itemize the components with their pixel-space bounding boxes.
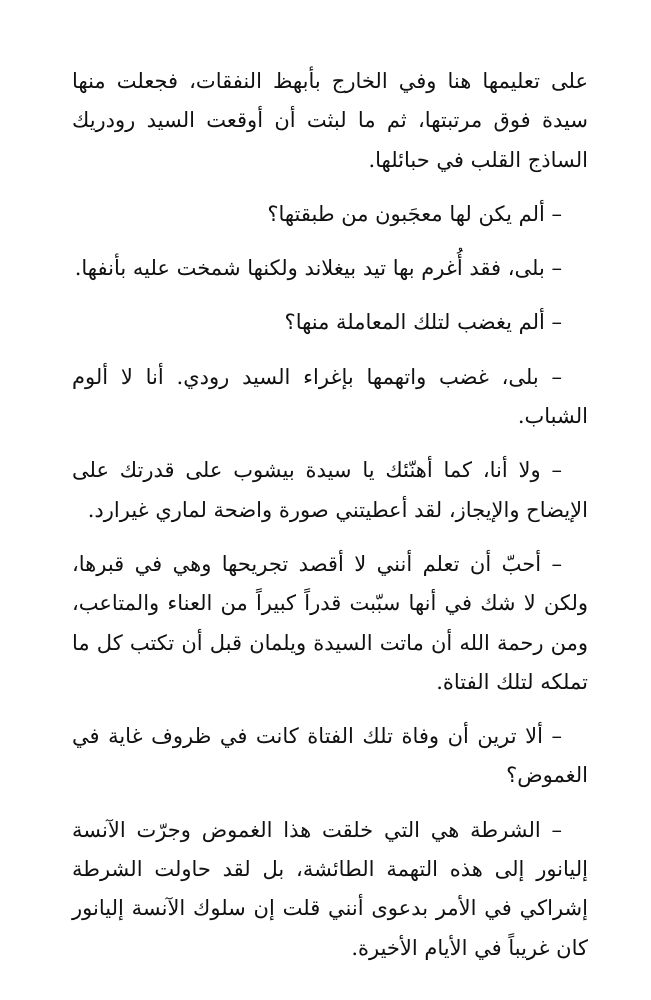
dialogue-paragraph: – ألم يغضب لتلك المعاملة منها؟ bbox=[284, 310, 562, 335]
dialogue-paragraph: – ولا أنا، كما أهنّئك يا سيدة بيشوب على قدرتك على الإيضاح والإيجاز، لقد أعطيتني صورة واضحة لماري غيرارد. bbox=[72, 458, 588, 522]
dialogue-paragraph: – بلى، فقد أُغرم بها تيد بيغلاند ولكنها شمخت عليه بأنفها. bbox=[74, 256, 562, 281]
paragraph-continuation: على تعليمها هنا وفي الخارج بأبهظ النفقات، فجعلت منها سيدة فوق مرتبتها، ثم ما لبثت أن أوقعت السيد رودريك الساذج القلب في حبائلها. bbox=[72, 69, 588, 172]
dialogue-paragraph: – ألا ترين أن وفاة تلك الفتاة كانت في ظروف غاية في الغموض؟ bbox=[72, 724, 588, 788]
book-page bbox=[72, 62, 588, 968]
dialogue-paragraph: – الشرطة هي التي خلقت هذا الغموض وجرّت الآنسة إليانور إلى هذه التهمة الطائشة، بل لقد حاولت الشرطة إشراكي في الأمر بدعوى أنني قلت إن سلوك الآنسة إليانور كان غريباً في الأيام الأخيرة. bbox=[72, 817, 588, 960]
dialogue-paragraph: – ألم يكن لها معجَبون من طبقتها؟ bbox=[267, 201, 562, 226]
dialogue-paragraph: – أحبّ أن تعلم أنني لا أقصد تجريحها وهي في قبرها، ولكن لا شك في أنها سبّبت قدراً كبيراً من العناء والمتاعب، ومن رحمة الله أن ماتت السيدة ويلمان قبل أن تكتب كل ما تملكه لتلك الفتاة. bbox=[72, 551, 588, 694]
dialogue-paragraph: – بلى، غضب واتهمها بإغراء السيد رودي. أنا لا ألوم الشباب. bbox=[72, 364, 588, 429]
